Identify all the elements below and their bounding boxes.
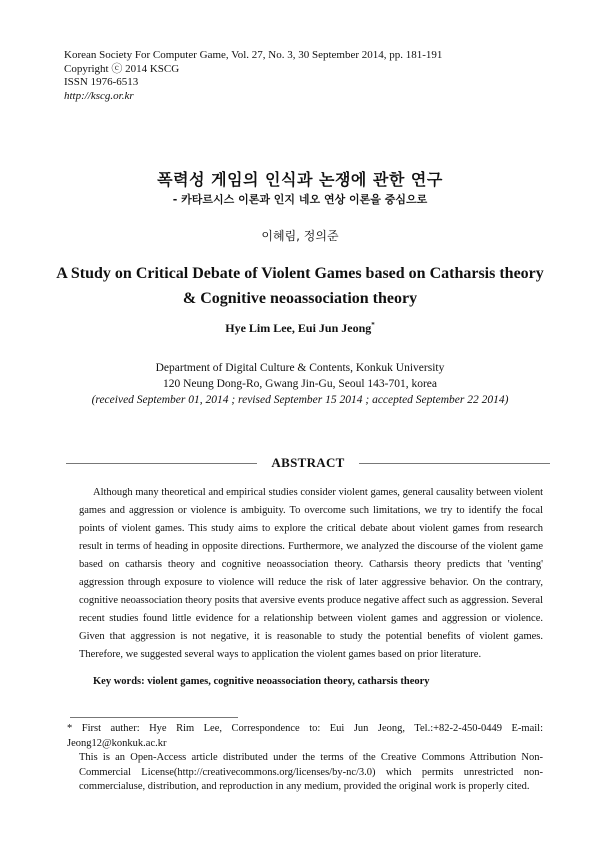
abstract-text: Although many theoretical and empirical studies consider violent games, general causality between violent games and aggression or violence is ambiguity. To overcome such limitations, we try to identify the focal points of violent games. This study aims to explore the critical debate about violent games from research result in terms of heading in opposite directions. Furthermore, we analyzed the discourse of the violent game based on catharsis theory and cognitive neoassociation theory. Catharsis theory predicts that 'venting' aggression through exposure to violence will reduce the risk of later aggressive behavior. On the contrary, cognitive neoassociation theory posits that aversive events produce negative affect such as aggression. Several recent studies found little evidence for a relationship between violent games and aggression or violence. Given that aggression is not negative, it is reasonable to study the potential benefits of violent games. Therefore, we suggested several ways to application the violent games based on prior literature. (79, 487, 543, 660)
affiliation-address: 120 Neung Dong-Ro, Gwang Jin-Gu, Seoul 143-701, korea (162, 378, 438, 390)
footnote-divider (70, 717, 238, 718)
journal-url-link[interactable]: http://kscg.or.kr (64, 89, 134, 102)
journal-citation: Korean Society For Computer Game, Vol. 27, No. 3, 30 September 2014, pp. 181-191 (64, 49, 443, 61)
abstract-heading (66, 455, 550, 471)
abstract-rule-right (359, 463, 550, 464)
corresponding-author-mark: * (371, 321, 375, 329)
footnote (67, 722, 543, 795)
english-author-names: Hye Lim Lee, Eui Jun Jeong (225, 321, 372, 335)
affiliation-department: Department of Digital Culture & Contents, Konkuk University (155, 362, 445, 374)
keywords: Key words: violent games, cognitive neoassociation theory, catharsis theory (93, 676, 430, 687)
abstract-rule-left (66, 463, 257, 464)
english-title-line2: & Cognitive neoassociation theory (182, 290, 418, 307)
journal-issn: ISSN 1976-6513 (64, 76, 139, 88)
footnote-open-access: This is an Open-Access article distributed under the terms of the Creative Commons Attribution Non-Commercial License(http://creativecommons.org/licenses/by-nc/3.0) which permits unrestricted non-commercialuse, distribution, and reproduction in any medium, provided the original work is properly cited. (79, 752, 543, 792)
korean-subtitle: - 카타르시스 이론과 인지 네오 연상 이론을 중심으로 (172, 193, 428, 206)
korean-authors: 이혜림, 정의준 (261, 229, 339, 243)
english-title-line1: A Study on Critical Debate of Violent Games based on Catharsis theory (56, 265, 544, 282)
submission-dates: (received September 01, 2014 ; revised September 15 2014 ; accepted September 22 2014) (91, 394, 509, 406)
korean-title: 폭력성 게임의 인식과 논쟁에 관한 연구 (157, 170, 443, 189)
english-title (0, 261, 600, 311)
abstract-heading-label: ABSTRACT (271, 455, 345, 470)
journal-copyright: Copyright ⓒ 2014 KSCG (64, 62, 180, 75)
journal-info (64, 49, 442, 103)
english-authors (0, 321, 600, 336)
footnote-author-info: * First auther: Hye Rim Lee, Correspondence to: Eui Jun Jeong, Tel.:+82-2-450-0449 E-mail: Jeong12@konkuk.ac.kr (67, 723, 543, 749)
affiliation (0, 360, 600, 408)
